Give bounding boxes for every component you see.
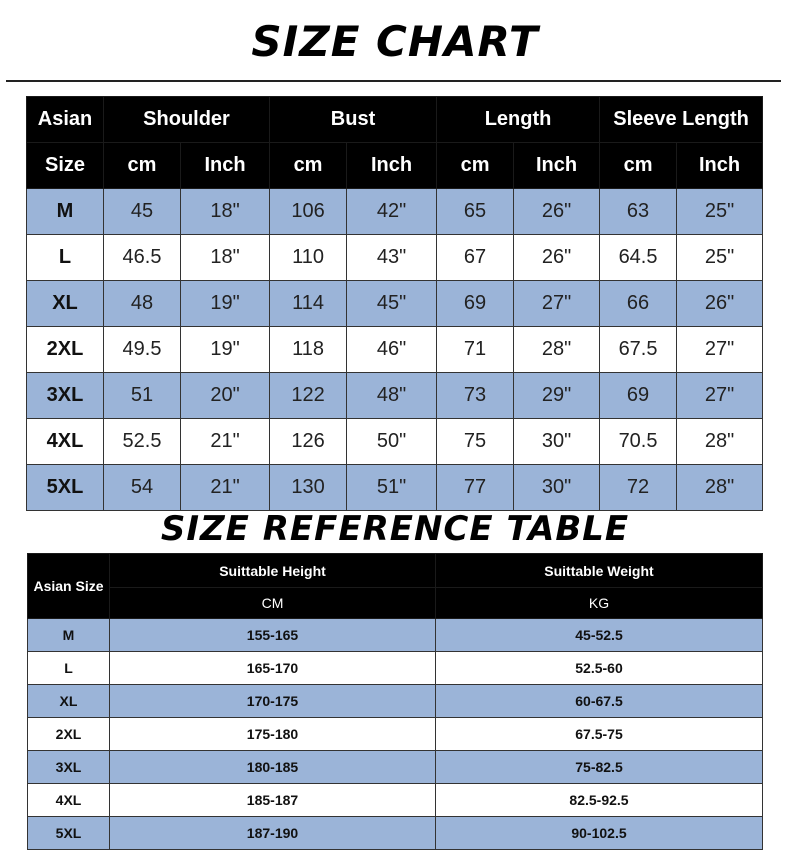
table-row <box>28 619 763 652</box>
measurement-cell: 72 <box>600 465 677 511</box>
header-weight-unit: KG <box>436 588 763 619</box>
weight-cell: 75-82.5 <box>436 751 763 784</box>
size-cell: L <box>28 652 110 685</box>
title-divider <box>6 80 781 82</box>
size-cell: 2XL <box>28 718 110 751</box>
height-cell: 175-180 <box>110 718 436 751</box>
height-cell: 180-185 <box>110 751 436 784</box>
header-asian: Asian <box>27 97 104 143</box>
table-row <box>27 189 763 235</box>
size-cell: M <box>27 189 104 235</box>
measurement-cell: 64.5 <box>600 235 677 281</box>
size-reference-title: SIZE REFERENCE TABLE <box>160 509 630 549</box>
header-asian-size: Asian Size <box>28 554 110 619</box>
measurement-cell: 51 <box>104 373 181 419</box>
header-size: Size <box>27 143 104 189</box>
header-unit: Inch <box>677 143 763 189</box>
measurement-cell: 49.5 <box>104 327 181 373</box>
table-row <box>28 652 763 685</box>
table-row <box>27 373 763 419</box>
measurement-cell: 43" <box>347 235 437 281</box>
measurement-cell: 18" <box>181 189 270 235</box>
measurement-cell: 48" <box>347 373 437 419</box>
header-unit: cm <box>600 143 677 189</box>
measurement-cell: 45" <box>347 281 437 327</box>
header-shoulder: Shoulder <box>104 97 270 143</box>
table-row <box>27 419 763 465</box>
measurement-cell: 48 <box>104 281 181 327</box>
measurement-cell: 30" <box>514 419 600 465</box>
height-cell: 187-190 <box>110 817 436 850</box>
size-chart-header-row-2 <box>27 143 763 189</box>
measurement-cell: 46" <box>347 327 437 373</box>
header-unit: Inch <box>514 143 600 189</box>
measurement-cell: 26" <box>677 281 763 327</box>
measurement-cell: 77 <box>437 465 514 511</box>
measurement-cell: 69 <box>600 373 677 419</box>
table-row <box>27 327 763 373</box>
measurement-cell: 70.5 <box>600 419 677 465</box>
size-cell: XL <box>27 281 104 327</box>
header-bust: Bust <box>270 97 437 143</box>
size-cell: M <box>28 619 110 652</box>
measurement-cell: 42" <box>347 189 437 235</box>
measurement-cell: 67.5 <box>600 327 677 373</box>
size-cell: 5XL <box>27 465 104 511</box>
measurement-cell: 106 <box>270 189 347 235</box>
size-cell: 2XL <box>27 327 104 373</box>
measurement-cell: 51" <box>347 465 437 511</box>
weight-cell: 90-102.5 <box>436 817 763 850</box>
height-cell: 155-165 <box>110 619 436 652</box>
size-chart-table <box>26 96 763 511</box>
measurement-cell: 130 <box>270 465 347 511</box>
size-cell: 5XL <box>28 817 110 850</box>
table-row <box>27 235 763 281</box>
size-reference-header-row-1 <box>28 554 763 588</box>
measurement-cell: 66 <box>600 281 677 327</box>
measurement-cell: 20" <box>181 373 270 419</box>
header-height-unit: CM <box>110 588 436 619</box>
measurement-cell: 25" <box>677 235 763 281</box>
size-reference-table <box>27 553 763 850</box>
measurement-cell: 28" <box>677 419 763 465</box>
measurement-cell: 54 <box>104 465 181 511</box>
table-row <box>28 718 763 751</box>
measurement-cell: 46.5 <box>104 235 181 281</box>
measurement-cell: 71 <box>437 327 514 373</box>
measurement-cell: 73 <box>437 373 514 419</box>
size-cell: XL <box>28 685 110 718</box>
measurement-cell: 126 <box>270 419 347 465</box>
measurement-cell: 19" <box>181 281 270 327</box>
measurement-cell: 18" <box>181 235 270 281</box>
table-row <box>28 817 763 850</box>
measurement-cell: 27" <box>677 327 763 373</box>
measurement-cell: 28" <box>514 327 600 373</box>
measurement-cell: 26" <box>514 189 600 235</box>
measurement-cell: 25" <box>677 189 763 235</box>
measurement-cell: 110 <box>270 235 347 281</box>
weight-cell: 60-67.5 <box>436 685 763 718</box>
weight-cell: 45-52.5 <box>436 619 763 652</box>
header-length: Length <box>437 97 600 143</box>
size-cell: L <box>27 235 104 281</box>
size-chart-title: SIZE CHART <box>251 17 539 66</box>
measurement-cell: 50" <box>347 419 437 465</box>
header-unit: cm <box>270 143 347 189</box>
table-row <box>27 281 763 327</box>
table-row <box>28 784 763 817</box>
weight-cell: 82.5-92.5 <box>436 784 763 817</box>
measurement-cell: 69 <box>437 281 514 327</box>
size-reference-header-row-2 <box>28 588 763 619</box>
weight-cell: 67.5-75 <box>436 718 763 751</box>
measurement-cell: 27" <box>514 281 600 327</box>
measurement-cell: 19" <box>181 327 270 373</box>
size-cell: 3XL <box>28 751 110 784</box>
measurement-cell: 28" <box>677 465 763 511</box>
measurement-cell: 21" <box>181 419 270 465</box>
measurement-cell: 26" <box>514 235 600 281</box>
size-chart-header-row-1 <box>27 97 763 143</box>
measurement-cell: 114 <box>270 281 347 327</box>
measurement-cell: 29" <box>514 373 600 419</box>
header-sleeve-length: Sleeve Length <box>600 97 763 143</box>
height-cell: 185-187 <box>110 784 436 817</box>
header-unit: Inch <box>181 143 270 189</box>
measurement-cell: 65 <box>437 189 514 235</box>
table-row <box>28 685 763 718</box>
measurement-cell: 122 <box>270 373 347 419</box>
measurement-cell: 75 <box>437 419 514 465</box>
weight-cell: 52.5-60 <box>436 652 763 685</box>
measurement-cell: 63 <box>600 189 677 235</box>
header-suitable-weight: Suittable Weight <box>436 554 763 588</box>
measurement-cell: 52.5 <box>104 419 181 465</box>
measurement-cell: 30" <box>514 465 600 511</box>
header-unit: cm <box>104 143 181 189</box>
height-cell: 170-175 <box>110 685 436 718</box>
table-row <box>28 751 763 784</box>
size-cell: 3XL <box>27 373 104 419</box>
measurement-cell: 67 <box>437 235 514 281</box>
size-cell: 4XL <box>27 419 104 465</box>
size-cell: 4XL <box>28 784 110 817</box>
measurement-cell: 118 <box>270 327 347 373</box>
height-cell: 165-170 <box>110 652 436 685</box>
measurement-cell: 45 <box>104 189 181 235</box>
measurement-cell: 27" <box>677 373 763 419</box>
header-suitable-height: Suittable Height <box>110 554 436 588</box>
measurement-cell: 21" <box>181 465 270 511</box>
header-unit: Inch <box>347 143 437 189</box>
table-row <box>27 465 763 511</box>
header-unit: cm <box>437 143 514 189</box>
